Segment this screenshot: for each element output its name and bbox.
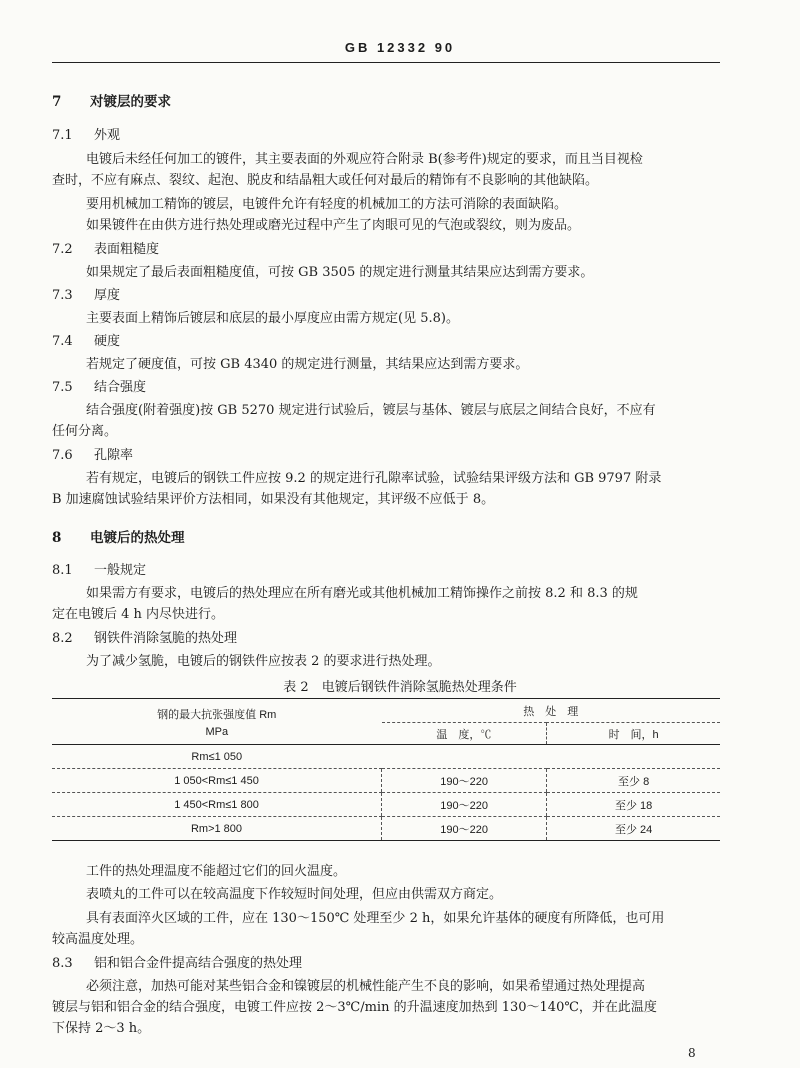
page-header: GB 12332 90 — [344, 40, 456, 55]
post-table-text: 表喷丸的工件可以在较高温度下作较短时间处理，但应由供需双方商定。 — [86, 887, 503, 902]
table-2 — [52, 698, 720, 841]
table-2-caption: 表 2 电镀后钢铁件消除氢脆热处理条件 — [283, 680, 517, 695]
page-number: 8 — [688, 1046, 696, 1060]
cell-temperature: 190～220 — [382, 769, 547, 793]
header-time: 时 间，h — [547, 723, 720, 745]
clause-7-1-text: 要用机械加工精饰的镀层，电镀件允许有轻度的机械加工的方法可消除的表面缺陷。 — [86, 197, 568, 212]
clause-8-3-text: 下保持 2～3 h。 — [52, 1021, 151, 1036]
clause-8-1-heading: 8.1 一般规定 — [52, 563, 147, 578]
cell-time: 至少 24 — [547, 817, 720, 841]
clause-7-6-text: 若有规定，电镀后的钢铁工件应按 9.2 的规定进行孔隙率试验，试验结果评级方法和 GB 9797 附录 — [86, 471, 662, 486]
clause-7-3-heading: 7.3 厚度 — [52, 288, 121, 303]
clause-7-1-text: 电镀后未经任何加工的镀件，其主要表面的外观应符合附录 B(参考件)规定的要求，而且当目视检 — [86, 152, 643, 167]
clause-8-1-text: 定在电镀后 4 h 内尽快进行。 — [52, 607, 225, 622]
table-row — [52, 817, 720, 841]
clause-7-3-text: 主要表面上精饰后镀层和底层的最小厚度应由需方规定(见 5.8)。 — [86, 311, 459, 326]
clause-7-2-text: 如果规定了最后表面粗糙度值，可按 GB 3505 的规定进行测量其结果应达到需方要求。 — [86, 265, 594, 280]
clause-7-1-heading: 7.1 外观 — [52, 128, 121, 143]
clause-7-4-heading: 7.4 硬度 — [52, 334, 121, 349]
clause-7-6-text: B 加速腐蚀试验结果评价方法相同，如果没有其他规定，其评级不应低于 8。 — [52, 492, 495, 507]
clause-7-2-heading: 7.2 表面粗糙度 — [52, 242, 160, 257]
clause-7-5-heading: 7.5 结合强度 — [52, 380, 147, 395]
table-header-row — [52, 699, 720, 723]
header-heat-treatment: 热 处 理 — [382, 699, 720, 723]
cell-strength: 1 050<Rm≤1 450 — [52, 769, 382, 793]
clause-7-1-text: 查时，不应有麻点、裂纹、起泡、脱皮和结晶粗大或任何对最后的精饰有不良影响的其他缺陷。 — [52, 173, 599, 188]
clause-8-3-text: 必须注意，加热可能对某些铝合金和镍镀层的机械性能产生不良的影响，如果希望通过热处理提高 — [86, 979, 646, 994]
post-table-text: 较高温度处理。 — [52, 932, 144, 947]
clause-7-4-text: 若规定了硬度值，可按 GB 4340 的规定进行测量，其结果应达到需方要求。 — [86, 357, 529, 372]
header-temperature: 温 度，℃ — [436, 728, 492, 741]
clause-8-1-text: 如果需方有要求，电镀后的热处理应在所有磨光或其他机械加工精饰操作之前按 8.2 和 8.3 的规 — [86, 586, 638, 601]
clause-8-2-text: 为了减少氢脆，电镀后的钢铁件应按表 2 的要求进行热处理。 — [86, 654, 441, 669]
section-7-heading: 7 对镀层的要求 — [52, 94, 171, 110]
cell-time: 至少 18 — [547, 793, 720, 817]
clause-7-6-heading: 7.6 孔隙率 — [52, 448, 134, 463]
post-table-text: 具有表面淬火区域的工件，应在 130～150℃ 处理至少 2 h，如果允许基体的硬度有所降低，也可用 — [86, 911, 665, 926]
cell-strength: Rm>1 800 — [52, 817, 382, 841]
clause-8-3-text: 镀层与铝和铝合金的结合强度，电镀工件应按 2～3℃/min 的升温速度加热到 130～140℃，并在此温度 — [52, 1000, 657, 1015]
table-row — [52, 769, 720, 793]
cell-temperature: 190～220 — [382, 793, 547, 817]
cell-temperature — [382, 745, 547, 769]
clause-8-2-heading: 8.2 钢铁件消除氢脆的热处理 — [52, 631, 238, 646]
cell-temperature: 190～220 — [382, 817, 547, 841]
header-rule — [52, 62, 720, 63]
cell-strength: Rm≤1 050 — [52, 745, 382, 769]
clause-7-5-text: 结合强度(附着强度)按 GB 5270 规定进行试验后，镀层与基体、镀层与底层之间结合良好，不应有 — [86, 403, 656, 418]
post-table-text: 工件的热处理温度不能超过它们的回火温度。 — [86, 864, 347, 879]
cell-time — [547, 745, 720, 769]
clause-7-5-text: 任何分离。 — [52, 424, 118, 439]
clause-7-1-text: 如果镀件在由供方进行热处理或磨光过程中产生了肉眼可见的气泡或裂纹，则为废品。 — [86, 218, 581, 233]
cell-time: 至少 8 — [547, 769, 720, 793]
header-strength: 钢的最大抗张强度值 Rm MPa — [52, 699, 382, 745]
cell-strength: 1 450<Rm≤1 800 — [52, 793, 382, 817]
table-row — [52, 745, 720, 769]
section-8-heading: 8 电镀后的热处理 — [52, 530, 185, 546]
clause-8-3-heading: 8.3 铝和铝合金件提高结合强度的热处理 — [52, 956, 303, 971]
table-row — [52, 793, 720, 817]
